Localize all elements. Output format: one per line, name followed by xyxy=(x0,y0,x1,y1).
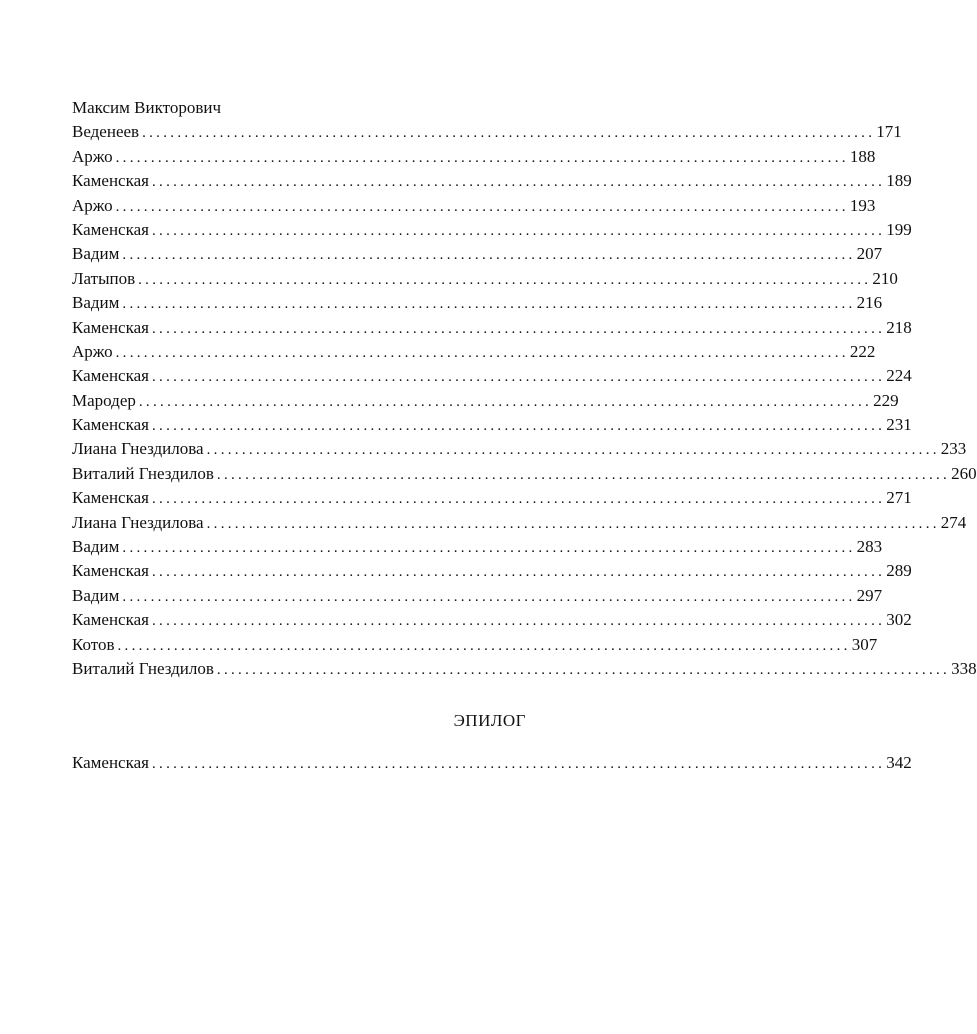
toc-dot-leader: ........................................................................................................ xyxy=(138,271,872,288)
toc-dot-leader: ........................................................................................................ xyxy=(151,320,886,337)
toc-entry xyxy=(72,535,883,559)
toc-entry xyxy=(72,389,899,413)
toc-entry-title: Каменская xyxy=(72,561,149,581)
toc-entry-title: Каменская xyxy=(72,753,149,773)
toc-entry xyxy=(72,218,912,242)
toc-dot-leader: ........................................................................................................ xyxy=(151,222,886,239)
toc-dot-leader: ........................................................................................................ xyxy=(206,442,940,459)
epilogue-heading: ЭПИЛОГ xyxy=(453,711,526,731)
toc-entry-title: Виталий Гнездилов xyxy=(72,463,214,483)
toc-entry-title: Котов xyxy=(72,634,115,654)
toc-entry-page: 171 xyxy=(876,122,902,142)
toc-dot-leader: ........................................................................................................ xyxy=(115,149,849,166)
toc-dot-leader: ........................................................................................................ xyxy=(216,661,951,678)
toc-entry-title: Вадим xyxy=(72,537,120,557)
toc-page xyxy=(72,96,977,776)
toc-entry xyxy=(72,462,977,486)
toc-entry-page: 188 xyxy=(849,146,876,166)
toc-entry-page: 229 xyxy=(873,390,899,410)
toc-entry-page: 283 xyxy=(856,537,883,557)
toc-dot-leader: ........................................................................................................ xyxy=(206,515,940,532)
toc-entry xyxy=(72,291,883,315)
toc-entry xyxy=(72,340,876,364)
toc-entry-title: Каменская xyxy=(72,366,149,386)
toc-entry-title: Каменская xyxy=(72,488,149,508)
toc-entry-title: Каменская xyxy=(72,171,149,191)
toc-entry xyxy=(72,267,898,291)
toc-entry-title: Аржо xyxy=(72,341,113,361)
toc-entry-page: 297 xyxy=(856,585,883,605)
toc-dot-leader: ........................................................................................................ xyxy=(151,369,886,386)
epilogue-toc-list xyxy=(72,751,912,775)
toc-entry-title: Аржо xyxy=(72,195,113,215)
toc-entry xyxy=(72,413,912,437)
toc-entry xyxy=(72,242,883,266)
toc-entry-page: 289 xyxy=(886,561,912,581)
toc-entry-title: Каменская xyxy=(72,317,149,337)
toc-entry xyxy=(72,584,883,608)
toc-entry-title: Веденеев xyxy=(72,122,140,142)
toc-dot-leader: ........................................................................................................ xyxy=(151,174,886,191)
toc-dot-leader: ........................................................................................................ xyxy=(117,637,851,654)
toc-entry-title: Вадим xyxy=(72,244,120,264)
toc-entry-title: Вадим xyxy=(72,585,120,605)
toc-entry-title: Каменская xyxy=(72,219,149,239)
toc-entry-title: Аржо xyxy=(72,146,113,166)
toc-entry-page: 307 xyxy=(851,634,878,654)
toc-entry xyxy=(72,657,977,681)
toc-entry-page: 216 xyxy=(856,293,883,313)
toc-entry xyxy=(72,120,902,144)
toc-entry-page: 233 xyxy=(940,439,967,459)
toc-entry xyxy=(72,559,912,583)
toc-entry-page: 271 xyxy=(886,488,912,508)
part-heading: Максим Викторович xyxy=(72,98,221,117)
toc-entry-page: 302 xyxy=(886,610,912,630)
toc-entry-page: 199 xyxy=(886,219,912,239)
toc-entry-title: Каменская xyxy=(72,415,149,435)
toc-entry-page: 210 xyxy=(872,268,898,288)
toc-entry xyxy=(72,437,967,461)
toc-list xyxy=(72,120,977,681)
toc-dot-leader: ........................................................................................................ xyxy=(122,247,856,264)
toc-entry xyxy=(72,608,912,632)
toc-entry xyxy=(72,364,912,388)
toc-dot-leader: ........................................................................................................ xyxy=(151,418,886,435)
toc-dot-leader: ........................................................................................................ xyxy=(115,344,849,361)
toc-entry-title: Мародер xyxy=(72,390,136,410)
toc-entry-title: Каменская xyxy=(72,610,149,630)
toc-entry-page: 218 xyxy=(886,317,912,337)
toc-entry xyxy=(72,145,876,169)
toc-entry-page: 231 xyxy=(886,415,912,435)
toc-dot-leader: ........................................................................................................ xyxy=(142,125,876,142)
toc-entry xyxy=(72,751,912,775)
toc-entry xyxy=(72,316,912,340)
toc-dot-leader: ........................................................................................................ xyxy=(122,540,856,557)
toc-entry xyxy=(72,169,912,193)
toc-dot-leader: ........................................................................................................ xyxy=(151,613,886,630)
toc-dot-leader: ........................................................................................................ xyxy=(151,756,886,773)
toc-entry xyxy=(72,633,878,657)
toc-entry-page: 260 xyxy=(951,463,977,483)
toc-entry-page: 207 xyxy=(856,244,883,264)
toc-entry xyxy=(72,194,876,218)
toc-dot-leader: ........................................................................................................ xyxy=(122,296,856,313)
toc-entry-page: 342 xyxy=(886,753,912,773)
toc-entry-title: Лиана Гнездилова xyxy=(72,439,204,459)
toc-dot-leader: ........................................................................................................ xyxy=(138,393,873,410)
toc-entry-title: Лиана Гнездилова xyxy=(72,512,204,532)
toc-entry-title: Виталий Гнездилов xyxy=(72,658,214,678)
toc-dot-leader: ........................................................................................................ xyxy=(122,588,856,605)
toc-entry-page: 193 xyxy=(849,195,876,215)
toc-dot-leader: ........................................................................................................ xyxy=(151,564,886,581)
toc-entry-page: 189 xyxy=(886,171,912,191)
toc-entry-page: 224 xyxy=(886,366,912,386)
toc-entry-page: 222 xyxy=(849,341,876,361)
toc-entry-page: 338 xyxy=(951,658,977,678)
toc-entry xyxy=(72,511,967,535)
toc-entry-title: Вадим xyxy=(72,293,120,313)
toc-dot-leader: ........................................................................................................ xyxy=(216,466,951,483)
toc-dot-leader: ........................................................................................................ xyxy=(151,491,886,508)
toc-entry-title: Латыпов xyxy=(72,268,136,288)
toc-entry xyxy=(72,486,912,510)
toc-dot-leader: ........................................................................................................ xyxy=(115,198,849,215)
toc-entry-page: 274 xyxy=(940,512,967,532)
